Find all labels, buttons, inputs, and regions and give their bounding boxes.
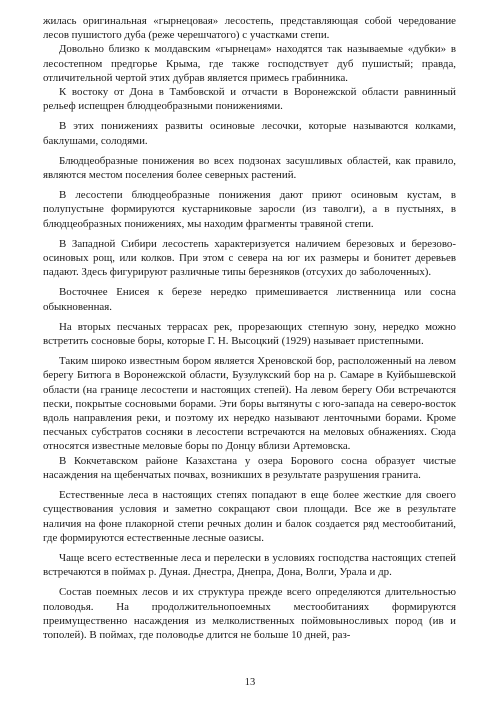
paragraph: Естественные леса в настоящих степях попадают в еще более жесткие для своего существования условия и заметно сокращают свои площади. Все же в результате наличия на фоне плакорной степи речных долин и балок создается ряд местообитаний, где формируются естественные лесные оазисы. bbox=[43, 489, 456, 544]
paragraph: К востоку от Дона в Тамбовской и отчасти в Воронежской области равнинный рельеф испещрен блюдцеобразными понижениями. bbox=[43, 86, 456, 113]
paragraph: На вторых песчаных террасах рек, прорезающих степную зону, нередко можно встретить сосновые боры, которые Г. Н. Высоцкий (1929) называет пристепными. bbox=[43, 320, 456, 348]
paragraph: В этих понижениях развиты осиновые лесочки, которые называются колками, баклушами, солодями. bbox=[43, 120, 456, 147]
paragraph: Блюдцеобразные понижения во всех подзонах засушливых областей, как правило, являются местом поселения более северных растений. bbox=[43, 154, 456, 182]
page-number: 13 bbox=[244, 677, 256, 688]
body-text bbox=[43, 14, 456, 642]
paragraph: жилась оригинальная «гырнецовая» лесостепь, представляющая собой чередование лесов пушистого дуба (реже черешчатого) с участками степи. bbox=[43, 15, 456, 42]
paragraph: Состав поемных лесов и их структура прежде всего определяются длительностью половодья. На продолжительнопоемных местообитаниях формируются преимущественно насаждения из мелколиственных поймовыносливых пород (ив и тополей). В поймах, где половодье длится не больше 10 дней, раз- bbox=[43, 586, 456, 641]
paragraph: Таким широко известным бором является Хреновской бор, расположенный на левом берегу Битюга в Воронежской области, Бузулукский бор на р. Самаре в Куйбышевской области (на границе лесостепи и настоящих степей). На левом берегу Оби встречаются пески, покрытые сосновыми борами. Эти боры вытянуты с юго-запада на северо-восток вдоль направления реки, и поэтому их нередко называют ленточными борами. Кроме песчаных субстратов сосняки в лесостепи встречаются на меловых обнажениях. Сюда относятся известные меловые боры по Донцу вблизи Артемовска. bbox=[43, 355, 456, 453]
paragraph: В Западной Сибири лесостепь характеризуется наличием березовых и березово-осиновых рощ, или колков. При этом с севера на юг их размеры и бонитет деревьев падают. Здесь фигурируют различные типы березняков (отсухих до заболоченных). bbox=[43, 237, 456, 279]
paragraph: Довольно близко к молдавским «гырнецам» находятся так называемые «дубки» в лесостепном предгорье Крыма, где также господствует дуб пушистый; правда, отличительной чертой этих дубрав является примесь грабинника. bbox=[43, 43, 456, 84]
paragraph: Чаще всего естественные леса и перелески в условиях господства настоящих степей встречаются в поймах р. Дуная. Днестра, Днепра, Дона, Волги, Урала и др. bbox=[43, 551, 456, 579]
paragraph: Восточнее Енисея к березе нередко примешивается лиственница или сосна обыкновенная. bbox=[43, 286, 456, 313]
paragraph: В Кокчетавском районе Казахстана у озера Борового сосна образует чистые насаждения на щебенчатых почвах, возникших в результате разрушения гранита. bbox=[43, 454, 456, 481]
paragraph: В лесостепи блюдцеобразные понижения дают приют осиновым кустам, в полупустыне формируются кустарниковые заросли (из таволги), а в пустынях, в блюдцеобразных понижениях, мы находим фрагменты травяной степи. bbox=[43, 189, 456, 230]
